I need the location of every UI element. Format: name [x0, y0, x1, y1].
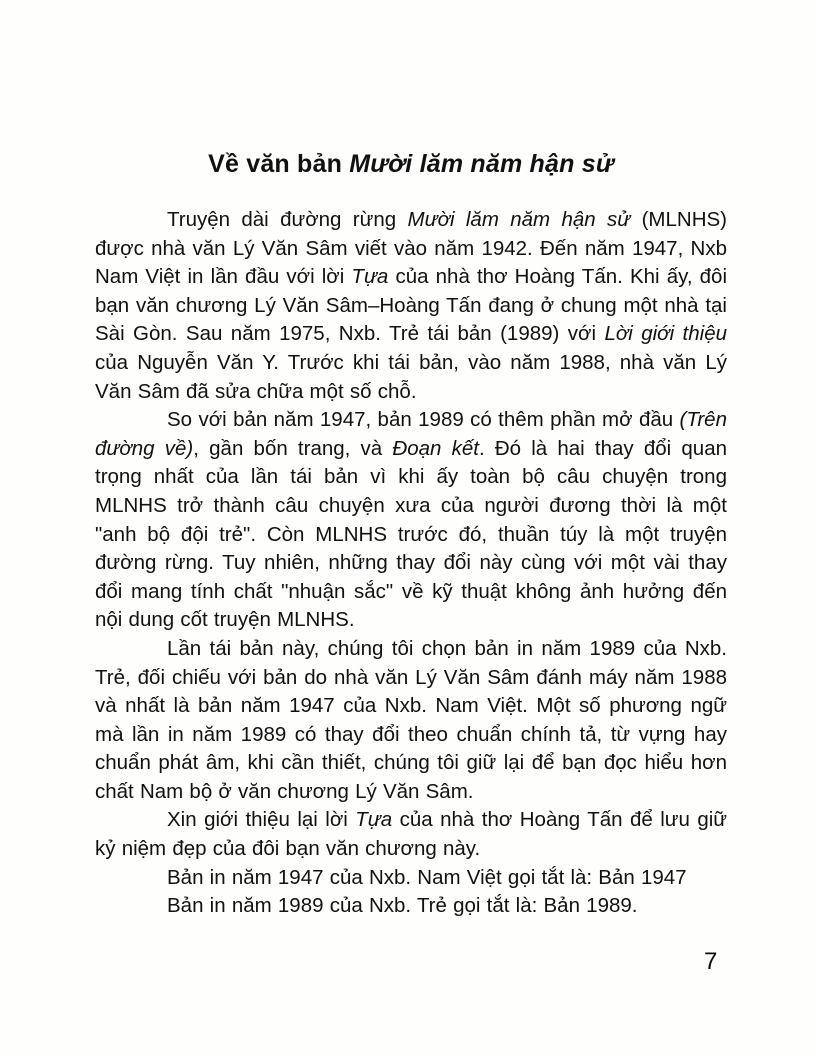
paragraph-edition-choice [95, 635, 727, 807]
text-run: của nhà thơ Hoàng Tấn. Khi ấy, đôi bạn văn chương Lý Văn Sâm–Hoàng Tấn đang ở chung một nhà tại Sài Gòn. Sau năm 1975, Nxb. Trẻ tái bản (1989) với [95, 265, 727, 346]
italic-text-run: Mười lăm năm hận sử [407, 208, 631, 231]
paragraph-comparison [95, 406, 727, 635]
text-run: , gần bốn trang, và [193, 436, 393, 460]
paragraph-abbreviation-1989 [95, 892, 727, 921]
italic-text-run: Tựa [351, 265, 389, 289]
text-run: Về văn bản [208, 150, 350, 178]
text-run: Bản in năm 1947 của Nxb. Nam Việt gọi tắt là: Bản 1947 [167, 865, 687, 889]
text-run: (MLNHS) được nhà văn Lý Văn Sâm viết vào năm 1942. Đến năm 1947, Nxb Nam Việt in lần đầu với lời [95, 208, 728, 289]
page-number: 7 [704, 948, 718, 975]
italic-text-run: (Trên đường về) [95, 408, 727, 460]
italic-text-run: Mười lăm năm hận sử [349, 150, 614, 178]
italic-text-run: Lời giới thiệu [604, 322, 727, 346]
paragraph-preface-note [95, 806, 727, 863]
text-run: So với bản năm 1947, bản 1989 có thêm phần mở đầu [167, 408, 680, 432]
text-run: . Đó là hai thay đổi quan trọng nhất của lần tái bản vì khi ấy toàn bộ câu chuyện trong MLNHS trở thành câu chuyện xưa của người đương thời là một "anh bộ đội trẻ". Còn MLNHS trước đó, thuần túy là một truyện đường rừng. Tuy nhiên, những thay đổi này cùng với một vài thay đổi mang tính chất "nhuận sắc" về kỹ thuật không ảnh hưởng đến nội dung cốt truyện MLNHS. [95, 436, 727, 632]
page-title [95, 150, 727, 179]
page-body [95, 150, 727, 921]
italic-text-run: Đoạn kết [392, 436, 479, 460]
italic-text-run: Tựa [355, 808, 393, 832]
paragraph-intro [95, 206, 727, 406]
text-run: của Nguyễn Văn Y. Trước khi tái bản, vào năm 1988, nhà văn Lý Văn Sâm đã sửa chữa một số chỗ. [95, 350, 727, 403]
text-run: của nhà thơ Hoàng Tấn để lưu giữ kỷ niệm đẹp của đôi bạn văn chương này. [95, 808, 727, 861]
text-run: Bản in năm 1989 của Nxb. Trẻ gọi tắt là: Bản 1989. [167, 894, 638, 918]
text-run: Lần tái bản này, chúng tôi chọn bản in năm 1989 của Nxb. Trẻ, đối chiếu với bản do nhà văn Lý Văn Sâm đánh máy năm 1988 và nhất là bản năm 1947 của Nxb. Nam Việt. Một số phương ngữ mà lần in năm 1989 có thay đổi theo chuẩn chính tả, từ vựng hay chuẩn phát âm, khi cần thiết, chúng tôi giữ lại để bạn đọc hiểu hơn chất Nam bộ ở văn chương Lý Văn Sâm. [95, 636, 727, 803]
paragraph-abbreviation-1947 [95, 864, 727, 893]
text-run: Truyện dài đường rừng [167, 208, 408, 231]
text-run: Xin giới thiệu lại lời [167, 808, 356, 832]
